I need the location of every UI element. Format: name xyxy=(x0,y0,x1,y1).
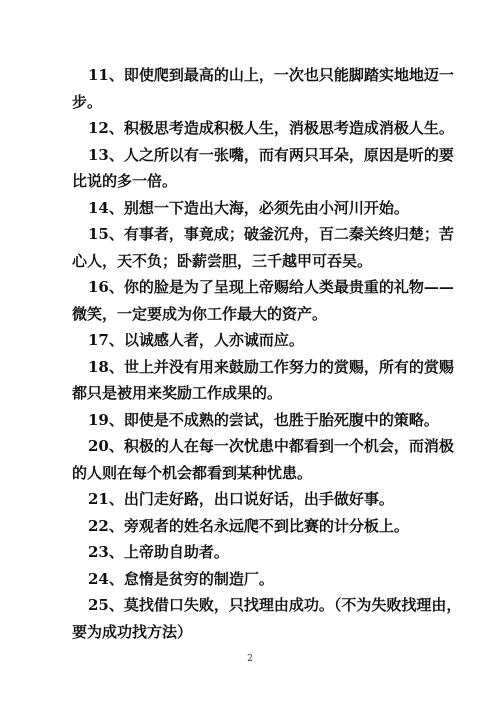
quote-item-18 xyxy=(72,354,454,407)
quote-list xyxy=(72,62,462,645)
quote-line: 16、你的脸是为了呈现上帝赐给人类最贵重的礼物—— xyxy=(88,278,454,296)
quote-item-21 xyxy=(72,486,432,513)
quote-item-20 xyxy=(72,433,454,486)
quote-line: 18、世上并没有用来鼓励工作努力的赏赐，所有的赏赐 xyxy=(88,357,454,376)
quote-item-12 xyxy=(72,115,454,142)
quote-item-23 xyxy=(72,539,432,566)
quote-item-15 xyxy=(72,221,454,274)
quote-line-continued: 都只是被用来奖励工作成果的。 xyxy=(72,384,283,402)
quote-line: 19、即使是不成熟的尝试，也胜于胎死腹中的策略。 xyxy=(88,410,439,429)
quote-item-11 xyxy=(72,62,454,115)
quote-line: 24、怠惰是贫穷的制造厂。 xyxy=(88,569,274,588)
quote-line: 21、出门走好路，出口说好话，出手做好事。 xyxy=(88,490,394,508)
quote-line-continued: 的人则在每个机会都看到某种忧患。 xyxy=(72,463,313,482)
quote-line: 11、即使爬到最高的山上，一次也只能脚踏实地地迈一 xyxy=(88,66,454,84)
quote-line: 25、莫找借口失败，只找理由成功。（不为失败找理由， xyxy=(88,596,462,614)
quote-line-continued: 心人，天不负；卧薪尝胆，三千越甲可吞吴。 xyxy=(72,251,373,270)
quote-line-continued: 比说的多一倍。 xyxy=(72,172,178,190)
page-number: 2 xyxy=(247,654,253,664)
quote-item-14 xyxy=(72,195,432,222)
quote-item-17 xyxy=(72,327,432,354)
quote-item-25 xyxy=(72,592,462,645)
quote-line-continued: 微笑，一定要成为你工作最大的资产。 xyxy=(72,304,328,323)
quote-line: 15、有事者，事竟成；破釜沉舟，百二秦关终归楚；苦 xyxy=(88,225,454,243)
quote-line: 23、上帝助自助者。 xyxy=(88,543,229,561)
quote-line: 13、人之所以有一张嘴，而有两只耳朵，原因是听的要 xyxy=(88,145,454,164)
quote-line: 14、别想一下造出大海，必须先由小河川开始。 xyxy=(88,198,409,217)
quote-item-16 xyxy=(72,274,454,327)
quote-item-19 xyxy=(72,407,439,434)
quote-line: 12、积极思考造成积极人生，消极思考造成消极人生。 xyxy=(88,119,454,137)
quote-line: 17、以诚感人者，人亦诚而应。 xyxy=(88,331,304,349)
quote-line-continued: 要为成功找方法） xyxy=(72,622,193,641)
quote-line-continued: 步。 xyxy=(72,92,103,111)
quote-item-13 xyxy=(72,142,454,195)
quote-line: 22、旁观者的姓名永远爬不到比赛的计分板上。 xyxy=(88,516,409,535)
quote-item-22 xyxy=(72,513,432,540)
quote-item-24 xyxy=(72,566,432,593)
quote-line: 20、积极的人在每一次忧患中都看到一个机会，而消极 xyxy=(88,437,454,455)
